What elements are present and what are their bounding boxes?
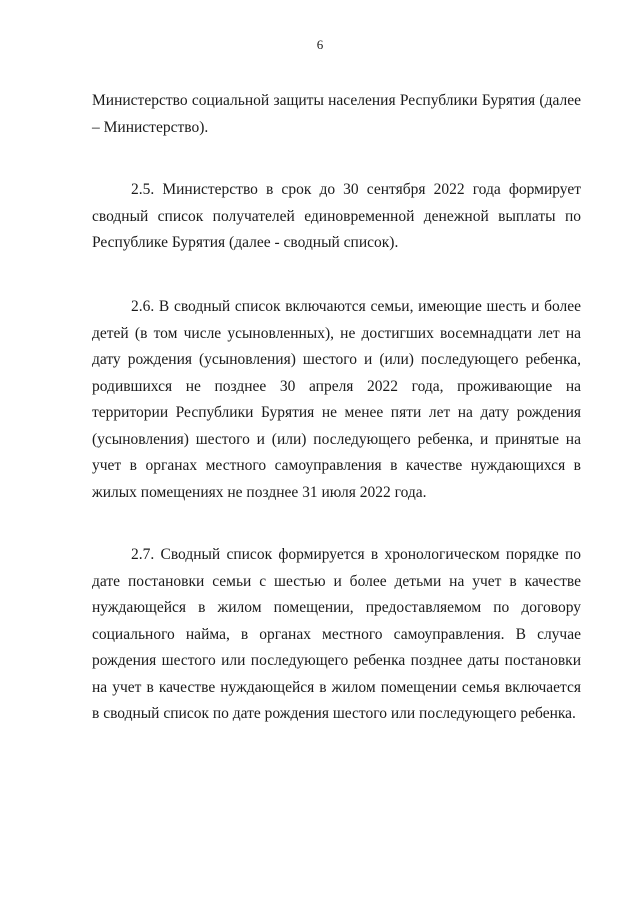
paragraph-2-6: 2.6. В сводный список включаются семьи, имеющие шесть и более детей (в том числе усыновленных), не достигших восемнадцати лет на дату рождения (усыновления) шестого и (или) последующего ребенка, родившихся не позднее 30 апреля 2022 года, проживающие на территории Республики Бурятия не менее пяти лет на дату рождения (усыновления) шестого и (или) последующего ребенка, и принятые на учет в органах местного самоуправления в качестве нуждающихся в жилых помещениях не позднее 31 июля 2022 года. — [92, 298, 581, 501]
paragraph-intro-continuation: Министерство социальной защиты населения Республики Бурятия (далее – Министерство). — [92, 92, 581, 136]
page-number: 6 — [316, 37, 324, 52]
paragraph-2-7: 2.7. Сводный список формируется в хронологическом порядке по дате постановки семьи с шестью и более детьми на учет в качестве нуждающейся в жилом помещении, предоставляемом по договору социального найма, в органах местного самоуправления. В случае рождения шестого или последующего ребенка позднее даты постановки на учет в качестве нуждающейся в жилом помещении семья включается в сводный список по дате рождения шестого или последующего ребенка. — [92, 546, 581, 722]
paragraph-2-5: 2.5. Министерство в срок до 30 сентября 2022 года формирует сводный список получателей единовременной денежной выплаты по Республике Бурятия (далее - сводный список). — [92, 181, 581, 251]
